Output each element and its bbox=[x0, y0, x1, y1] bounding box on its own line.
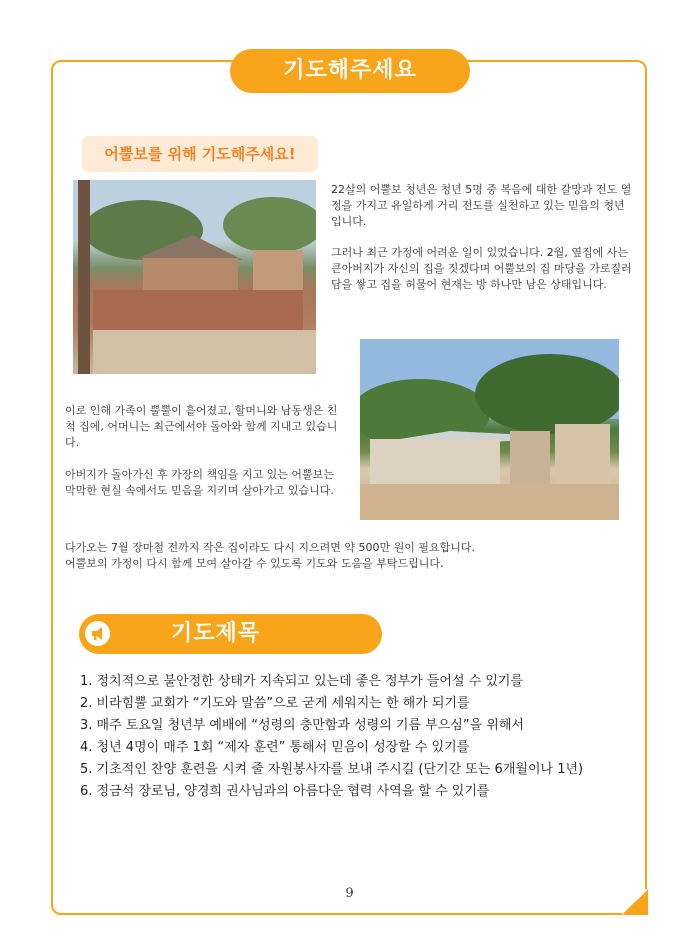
village-houses-photo bbox=[360, 339, 619, 520]
megaphone-icon bbox=[85, 621, 110, 646]
page-number: 9 bbox=[345, 886, 354, 901]
story-paragraph-3: 이로 인해 가족이 뿔뿔이 흩어졌고, 할머니와 남동생은 친척 집에, 어머니는 최근에서야 돌아와 함께 지내고 있습니다. bbox=[65, 404, 338, 449]
story-paragraph-5: 다가오는 7월 장마철 전까지 작은 집이라도 다시 지으려면 약 500만 원이 필요합니다. bbox=[65, 541, 475, 554]
story-paragraph-1: 22살의 어뿔보 청년은 청년 5명 중 복음에 대한 갈망과 전도 열정을 가지고 유일하게 거리 전도를 실천하고 있는 믿음의 청년입니다. bbox=[331, 183, 632, 228]
prayer-list bbox=[80, 671, 620, 803]
section-subtitle: 어뿔보를 위해 기도해주세요! bbox=[82, 136, 318, 172]
damaged-house-photo bbox=[73, 180, 316, 374]
prayer-section-title: 기도제목 bbox=[79, 614, 382, 654]
prayer-item: 1. 정치적으로 불안정한 상태가 지속되고 있는데 좋은 정부가 들어설 수 있기를 bbox=[80, 674, 524, 689]
prayer-item: 6. 정금석 장로님, 양경희 권사님과의 아름다운 협력 사역을 할 수 있기를 bbox=[80, 784, 490, 799]
story-paragraph-4: 아버지가 돌아가신 후 가장의 책임을 지고 있는 어뿔보는 막막한 현실 속에서도 믿음을 지키며 살아가고 있습니다. bbox=[65, 468, 334, 497]
page-title: 기도해주세요 bbox=[230, 49, 470, 93]
prayer-item: 3. 매주 토요일 청년부 예배에 “성령의 충만함과 성령의 기름 부으심”을 위해서 bbox=[80, 718, 524, 733]
story-paragraph-6: 어뿔보의 가정이 다시 함께 모여 살아갈 수 있도록 기도와 도움을 부탁드립니다. bbox=[65, 557, 444, 570]
prayer-item: 2. 비라힘뿔 교회가 “기도와 말씀”으로 굳게 세워지는 한 해가 되기를 bbox=[80, 696, 470, 711]
prayer-item: 5. 기초적인 찬양 훈련을 시켜 줄 자원봉사자를 보내 주시길 (단기간 또는 6개월이나 1년) bbox=[80, 762, 584, 777]
story-paragraph-2: 그러나 최근 가정에 어려운 일이 있었습니다. 2월, 옆집에 사는 큰아버지가 자신의 집을 짓겠다며 어뿔보의 집 마당을 가로질러 담을 쌓고 집을 허물어 현재는 방 하나만 남은 상태입니다. bbox=[331, 246, 632, 291]
prayer-item: 4. 청년 4명이 매주 1회 “제자 훈련” 통해서 믿음이 성장할 수 있기를 bbox=[80, 740, 470, 755]
